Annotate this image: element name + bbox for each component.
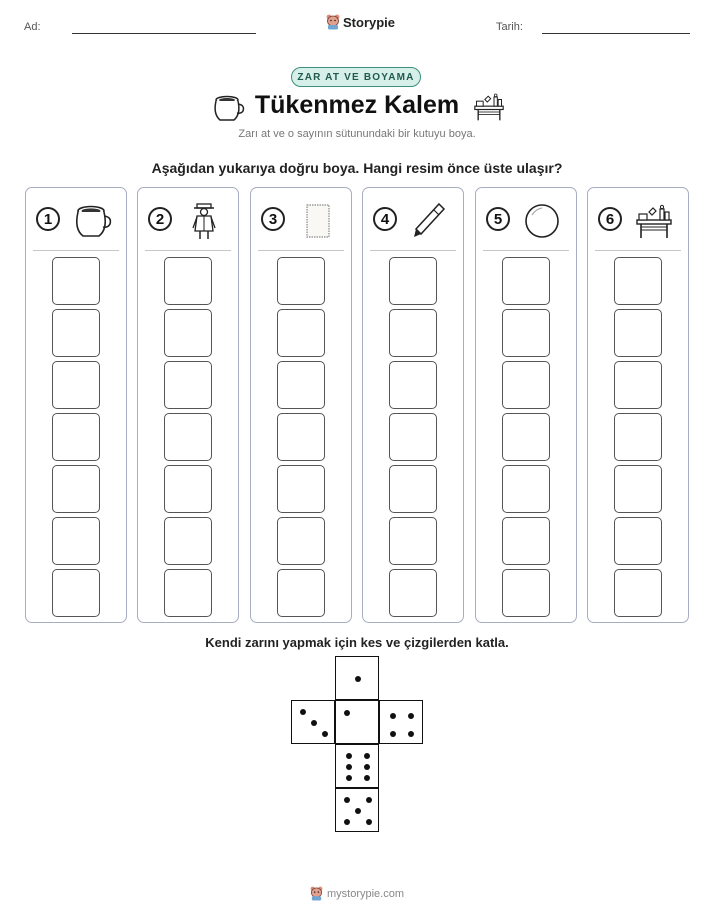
ball-icon — [522, 201, 562, 241]
die-pip — [390, 731, 396, 737]
column-1 — [25, 187, 127, 623]
column-header — [363, 188, 463, 250]
die-pip — [346, 775, 352, 781]
die-face-left — [291, 700, 335, 744]
coloring-box[interactable] — [52, 569, 100, 617]
coloring-instruction: Aşağıdan yukarıya doğru boya. Hangi resim önce üste ulaşır? — [151, 160, 563, 176]
column-divider — [145, 250, 231, 251]
coloring-box[interactable] — [389, 465, 437, 513]
coloring-box[interactable] — [502, 309, 550, 357]
coloring-box[interactable] — [277, 257, 325, 305]
column-5 — [475, 187, 577, 623]
date-line[interactable] — [542, 33, 690, 34]
coloring-box[interactable] — [164, 465, 212, 513]
dice-instruction: Kendi zarını yapmak için kes ve çizgilerden katla. — [205, 635, 509, 650]
footer — [0, 886, 714, 901]
coloring-box[interactable] — [502, 361, 550, 409]
die-pip — [364, 775, 370, 781]
brand-logo — [326, 14, 395, 30]
coloring-box[interactable] — [389, 361, 437, 409]
coloring-box[interactable] — [52, 413, 100, 461]
column-3 — [250, 187, 352, 623]
coloring-box[interactable] — [164, 517, 212, 565]
coloring-box[interactable] — [502, 413, 550, 461]
coloring-box[interactable] — [277, 465, 325, 513]
column-4 — [362, 187, 464, 623]
workbench-icon — [472, 92, 506, 122]
die-pip — [366, 797, 372, 803]
coloring-box[interactable] — [52, 361, 100, 409]
column-number: 3 — [261, 207, 285, 231]
die-face-bottom — [335, 788, 379, 832]
column-number: 2 — [148, 207, 172, 231]
die-pip — [300, 709, 306, 715]
die-pip — [355, 808, 361, 814]
coloring-box[interactable] — [389, 413, 437, 461]
coloring-box[interactable] — [277, 309, 325, 357]
die-pip — [390, 713, 396, 719]
coloring-box[interactable] — [164, 413, 212, 461]
coloring-box[interactable] — [389, 309, 437, 357]
coloring-box[interactable] — [164, 309, 212, 357]
die-pip — [364, 764, 370, 770]
coloring-box[interactable] — [389, 517, 437, 565]
coloring-box[interactable] — [52, 517, 100, 565]
column-header — [26, 188, 126, 250]
coloring-box[interactable] — [502, 257, 550, 305]
coloring-box[interactable] — [164, 257, 212, 305]
footer-url[interactable]: mystorypie.com — [326, 887, 405, 900]
die-face-right — [379, 700, 423, 744]
die-pip — [408, 713, 414, 719]
coloring-box[interactable] — [614, 361, 662, 409]
die-pip — [346, 764, 352, 770]
column-number: 6 — [598, 207, 622, 231]
die-pip — [311, 720, 317, 726]
coloring-box[interactable] — [614, 413, 662, 461]
coloring-box[interactable] — [52, 257, 100, 305]
die-face-lower — [335, 744, 379, 788]
coloring-box[interactable] — [614, 257, 662, 305]
die-face-center — [335, 700, 379, 744]
coloring-box[interactable] — [52, 309, 100, 357]
column-divider — [258, 250, 344, 251]
coloring-box[interactable] — [614, 465, 662, 513]
coloring-box[interactable] — [277, 517, 325, 565]
column-number: 5 — [486, 207, 510, 231]
column-number: 1 — [36, 207, 60, 231]
column-divider — [483, 250, 569, 251]
die-pip — [355, 676, 361, 682]
column-number: 4 — [373, 207, 397, 231]
coloring-box[interactable] — [614, 309, 662, 357]
bear-logo-icon — [326, 14, 340, 30]
column-2 — [137, 187, 239, 623]
coloring-box[interactable] — [502, 465, 550, 513]
column-header — [476, 188, 576, 250]
pen-icon — [409, 201, 449, 241]
pot-icon — [72, 201, 112, 241]
man-in-coat-icon — [184, 201, 224, 241]
die-pip — [344, 819, 350, 825]
paper-sheet-icon — [297, 201, 337, 241]
column-divider — [370, 250, 456, 251]
column-header — [251, 188, 351, 250]
die-pip — [322, 731, 328, 737]
column-6 — [587, 187, 689, 623]
column-divider — [595, 250, 681, 251]
coloring-box[interactable] — [277, 361, 325, 409]
die-pip — [366, 819, 372, 825]
coloring-box[interactable] — [164, 361, 212, 409]
die-pip — [344, 710, 350, 716]
date-label: Tarih: — [496, 21, 523, 33]
brand-name: Storypie — [343, 14, 396, 30]
workbench-icon — [634, 201, 674, 241]
die-pip — [346, 753, 352, 759]
coloring-box[interactable] — [389, 257, 437, 305]
name-label: Ad: — [24, 21, 41, 33]
coloring-box[interactable] — [164, 569, 212, 617]
die-pip — [344, 797, 350, 803]
coloring-box[interactable] — [502, 517, 550, 565]
coloring-box[interactable] — [389, 569, 437, 617]
coloring-box[interactable] — [614, 517, 662, 565]
column-divider — [33, 250, 119, 251]
column-header — [588, 188, 688, 250]
page-title: Tükenmez Kalem — [254, 91, 460, 119]
bear-logo-icon — [310, 886, 323, 901]
die-pip — [364, 753, 370, 759]
activity-badge: ZAR AT VE BOYAMA — [291, 67, 421, 87]
name-line[interactable] — [72, 33, 256, 34]
coloring-box[interactable] — [277, 569, 325, 617]
die-pip — [408, 731, 414, 737]
column-header — [138, 188, 238, 250]
die-face-top — [335, 656, 379, 700]
coloring-box[interactable] — [52, 465, 100, 513]
subtitle: Zarı at ve o sayının sütunundaki bir kutuyu boya. — [238, 128, 476, 140]
coloring-box[interactable] — [614, 569, 662, 617]
coloring-box[interactable] — [277, 413, 325, 461]
coloring-box[interactable] — [502, 569, 550, 617]
